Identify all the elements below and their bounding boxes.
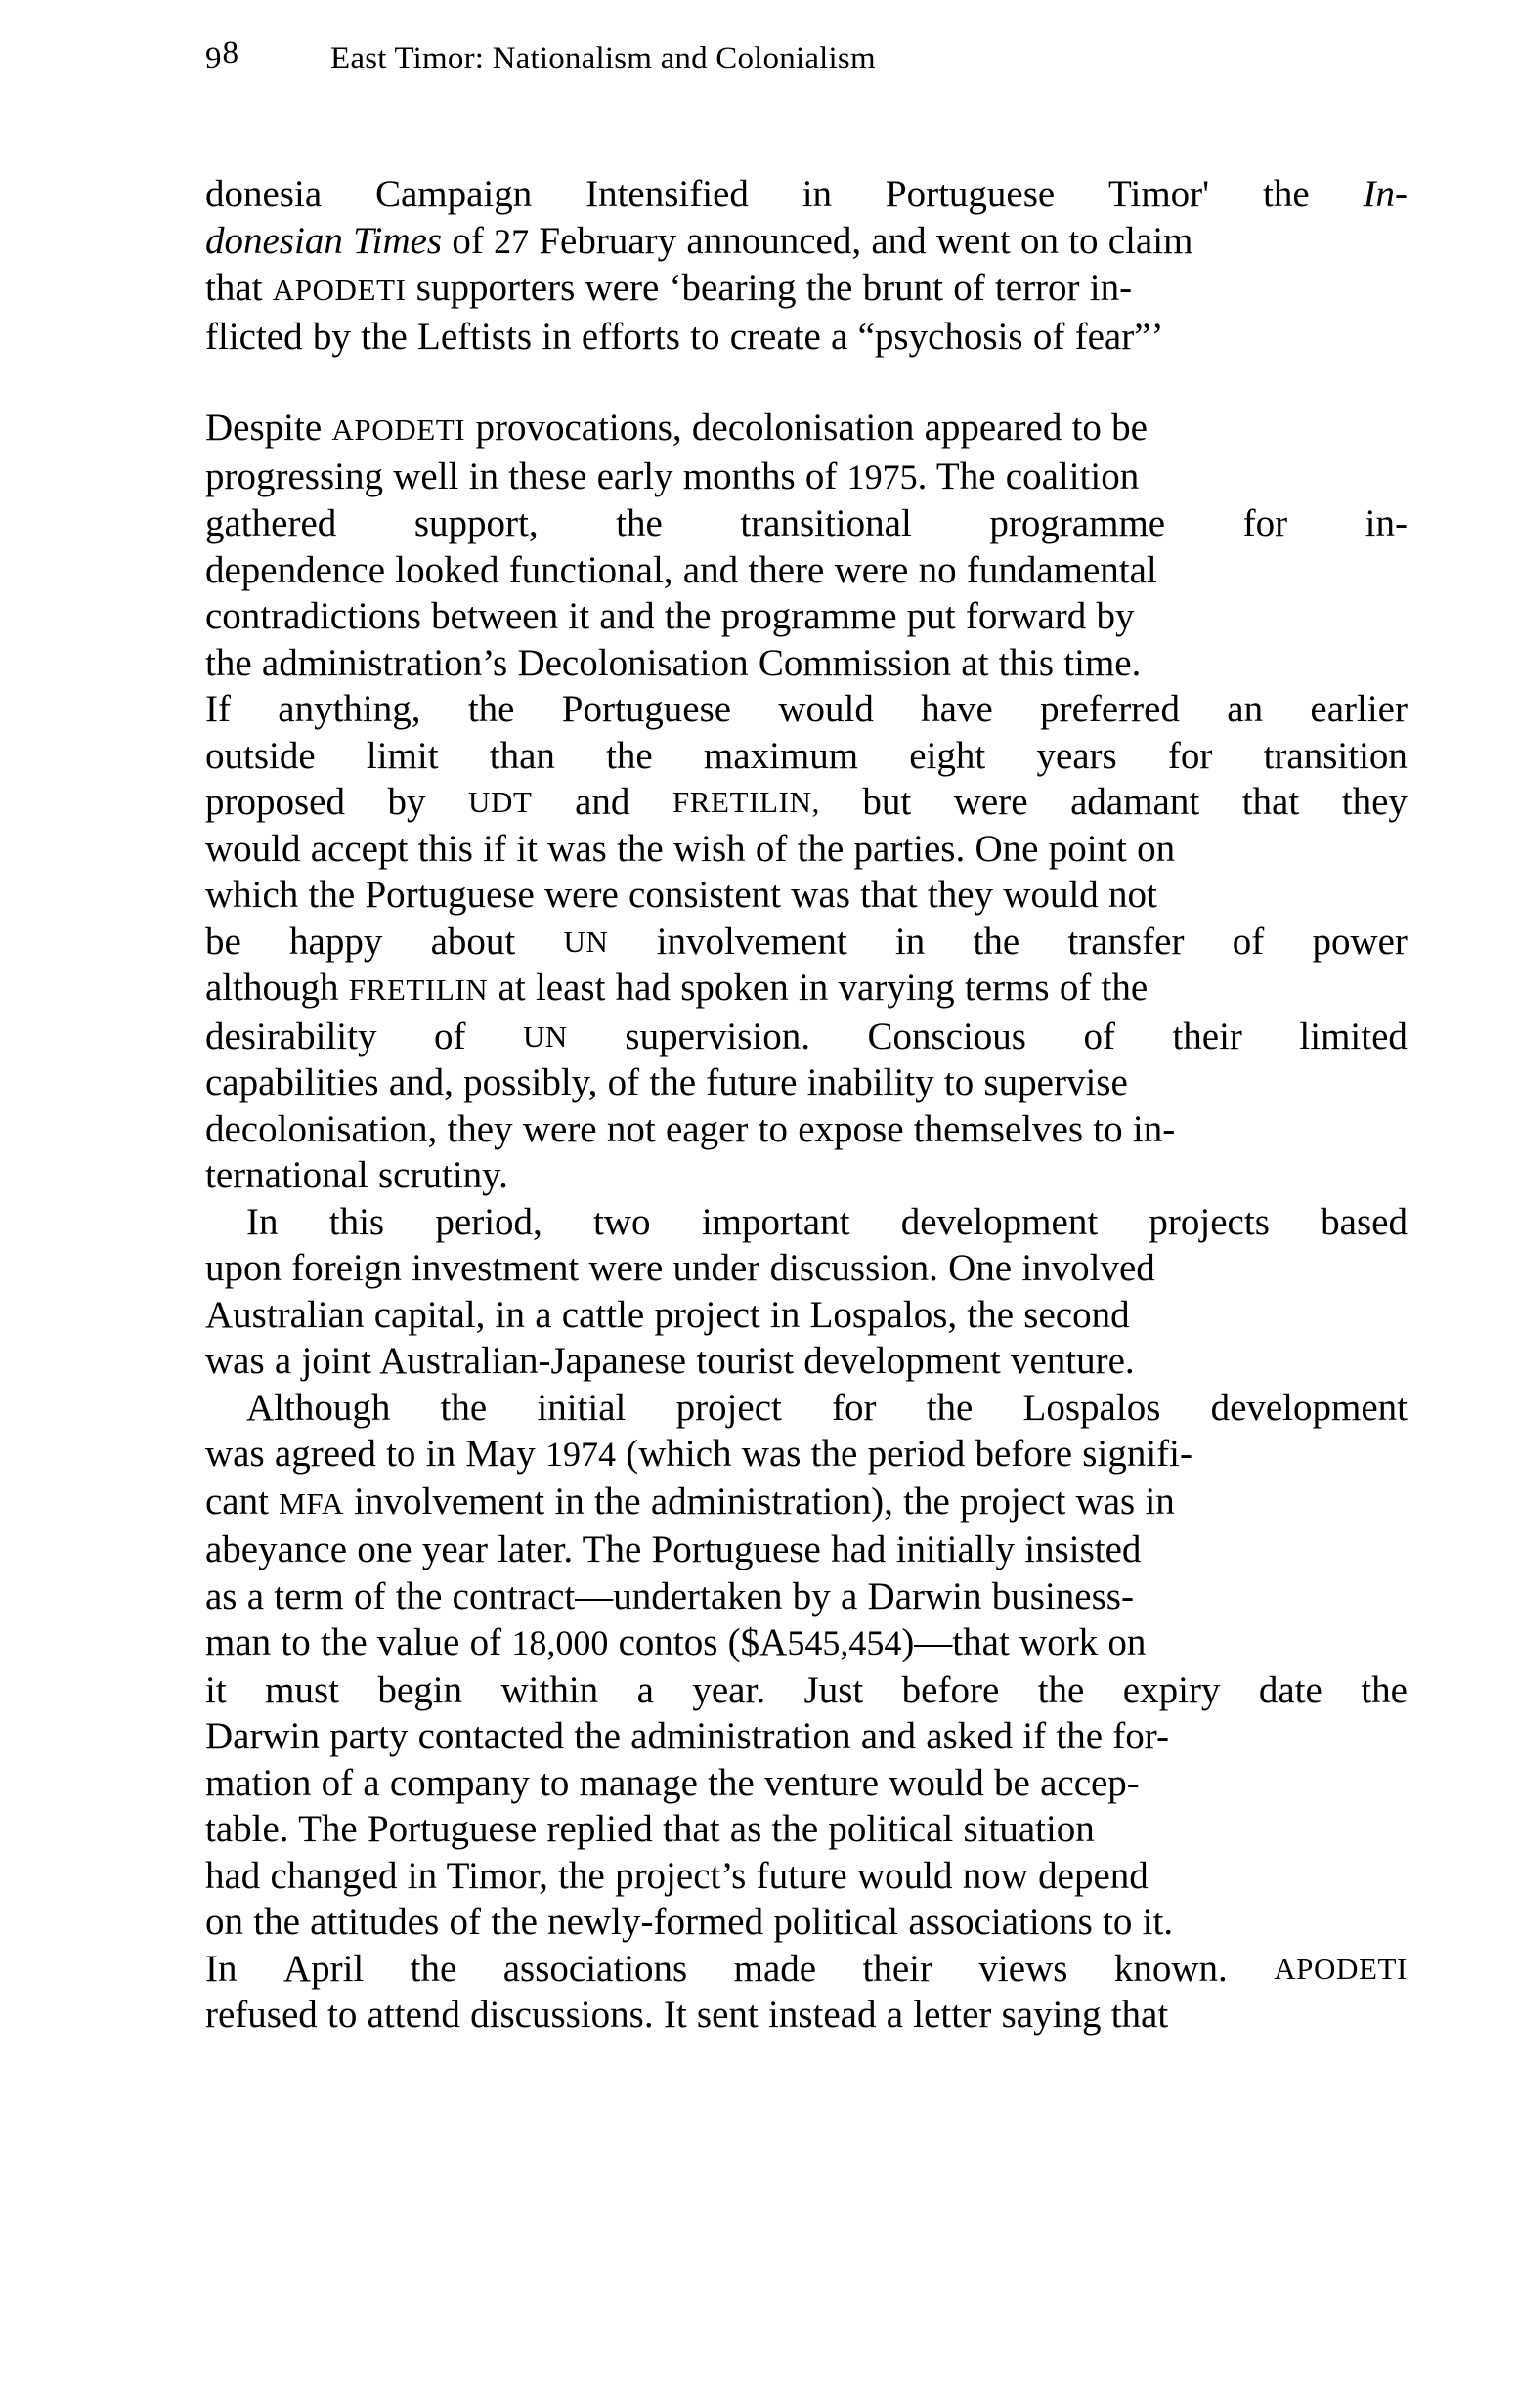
word: about: [430, 920, 516, 963]
word: eight: [909, 734, 986, 777]
word: made: [733, 1947, 817, 1990]
word: In: [246, 1200, 279, 1243]
running-head-title: East Timor: Nationalism and Colonialism: [330, 41, 876, 76]
word: Lospalos: [1022, 1386, 1161, 1429]
text-run: mation of a company to manage the venture would be accep-: [205, 1761, 1140, 1804]
word: transitional: [740, 502, 912, 544]
text-line: [205, 1479, 1408, 1527]
word: UDT: [468, 785, 533, 819]
word: initial: [537, 1386, 627, 1429]
word: Portuguese: [561, 688, 732, 730]
paragraph: [205, 171, 1408, 360]
word: proposed: [205, 781, 345, 823]
text-run: as a term of the contract—undertaken by a Darwin business-: [205, 1574, 1134, 1617]
page-number: 98: [205, 35, 239, 76]
text-line: [205, 1619, 1408, 1667]
word: would: [778, 688, 874, 730]
word: date: [1258, 1668, 1322, 1711]
word: UN: [563, 924, 609, 959]
word: an: [1227, 688, 1264, 730]
word: for: [832, 1386, 877, 1429]
word: before: [901, 1668, 1000, 1711]
text-line: [205, 640, 1408, 687]
word: based: [1321, 1200, 1408, 1243]
word: transfer: [1067, 920, 1185, 963]
text-run: (which was the period before signifi-: [615, 1433, 1192, 1475]
word: UN: [522, 1018, 568, 1054]
text-run: dependence looked functional, and there were no fundamental: [205, 548, 1157, 591]
text-line: [205, 1526, 1408, 1573]
word: power: [1312, 920, 1408, 963]
text-line: [205, 453, 1408, 501]
word: the: [1361, 1668, 1408, 1711]
word: year.: [692, 1668, 766, 1711]
word: have: [921, 688, 993, 730]
word: April: [282, 1947, 365, 1990]
text-run: APODETI: [272, 273, 407, 307]
word: the: [467, 688, 515, 730]
text-run: . The coalition: [917, 454, 1140, 497]
text-run: of: [442, 219, 495, 262]
word: that: [1241, 781, 1300, 823]
text-run: flicted by the Leftists in efforts to create a “psychosis of fear”’: [205, 315, 1164, 358]
word: they: [1341, 781, 1408, 823]
text-line: [205, 965, 1408, 1013]
text-run: man to the value of: [205, 1621, 512, 1663]
word: transition: [1263, 734, 1408, 777]
text-run: decolonisation, they were not eager to expose themselves to in-: [205, 1107, 1176, 1150]
text-line: [205, 547, 1408, 594]
word: the: [616, 502, 663, 544]
text-line: [205, 1946, 1408, 1993]
word: in: [802, 173, 833, 215]
text-line: [205, 1713, 1408, 1760]
text-run: progressing well in these early months of: [205, 454, 847, 497]
word: Timor': [1108, 173, 1210, 215]
word: limited: [1299, 1014, 1408, 1057]
paragraph: [205, 1199, 1408, 1385]
word: important: [701, 1200, 850, 1243]
word: If: [205, 688, 231, 730]
text-run: cant: [205, 1480, 280, 1523]
text-run: the administration’s Decolonisation Commission at this time.: [205, 641, 1142, 684]
text-run: 1974: [544, 1435, 616, 1474]
text-run: Australian capital, in a cattle project in Lospalos, the second: [205, 1293, 1130, 1336]
text-line: [205, 872, 1408, 919]
word: projects: [1149, 1200, 1270, 1243]
text-run: contos ($A: [608, 1621, 788, 1663]
text-line: [205, 1338, 1408, 1385]
text-line: [205, 919, 1408, 966]
word: their: [1172, 1014, 1242, 1057]
text-run: Darwin party contacted the administration and asked if the for-: [205, 1715, 1169, 1757]
text-run: although: [205, 967, 349, 1009]
word: donesia: [205, 173, 323, 215]
text-run: 1975: [846, 456, 918, 496]
text-line: [205, 500, 1408, 547]
word: it: [205, 1668, 227, 1711]
word: their: [862, 1947, 932, 1990]
text-run: FRETILIN: [348, 972, 489, 1007]
word: for: [1167, 734, 1213, 777]
text-line: [205, 1199, 1408, 1246]
word: period,: [435, 1200, 542, 1243]
text-run: provocations, decolonisation appeared to be: [465, 407, 1148, 449]
word: outside: [205, 734, 316, 777]
text-run: was agreed to in May: [205, 1433, 545, 1475]
word: the: [440, 1386, 488, 1429]
word: the: [1263, 173, 1310, 215]
text-line: [205, 405, 1408, 453]
word: in: [894, 920, 926, 963]
text-run: 18,000: [511, 1623, 609, 1662]
running-head: [205, 35, 1408, 77]
text-line: [205, 1385, 1408, 1432]
text-line: [205, 1245, 1408, 1292]
word: associations: [502, 1947, 688, 1990]
text-run: APODETI: [331, 412, 466, 447]
text-line: [205, 1292, 1408, 1339]
text-line: [205, 1853, 1408, 1900]
text-line: [205, 1059, 1408, 1106]
word: Campaign: [374, 173, 533, 215]
word: support,: [413, 502, 539, 544]
word: the: [606, 734, 653, 777]
text-line: [205, 733, 1408, 780]
text-run: which the Portuguese were consistent was that they would not: [205, 874, 1157, 916]
text-run: on the attitudes of the newly-formed political associations to it.: [205, 1901, 1174, 1943]
word: preferred: [1040, 688, 1180, 730]
text-line: [205, 1431, 1408, 1479]
text-run: at least had spoken in varying terms of the: [488, 967, 1149, 1009]
word: development: [900, 1200, 1099, 1243]
word: desirability: [205, 1014, 377, 1057]
word: Although: [246, 1386, 391, 1429]
word: the: [410, 1947, 457, 1990]
text-line: [205, 593, 1408, 640]
word: and: [575, 781, 630, 823]
word: FRETILIN,: [672, 785, 820, 819]
word: known.: [1113, 1947, 1228, 1990]
word: years: [1036, 734, 1117, 777]
text-line: [205, 1152, 1408, 1199]
text-run: donesian Times: [205, 219, 443, 262]
text-run: had changed in Timor, the project’s future would now depend: [205, 1854, 1149, 1897]
text-line: [205, 1899, 1408, 1946]
word: anything,: [278, 688, 421, 730]
text-run: table. The Portuguese replied that as the political situation: [205, 1808, 1095, 1850]
word: of: [1083, 1014, 1115, 1057]
text-line: [205, 171, 1408, 218]
text-run: supporters were ‘bearing the brunt of terror in-: [406, 267, 1133, 309]
word: Intensified: [585, 173, 749, 215]
word: in-: [1365, 502, 1408, 544]
text-run: that: [205, 267, 273, 309]
word: were: [953, 781, 1028, 823]
text-line: [205, 826, 1408, 873]
word: involvement: [656, 920, 847, 963]
text-run: upon foreign investment were under discussion. One involved: [205, 1247, 1155, 1289]
word: gathered: [205, 502, 337, 544]
text-line: [205, 686, 1408, 733]
text-run: February announced, and went on to claim: [529, 219, 1193, 262]
word: Just: [803, 1668, 864, 1711]
word: earlier: [1310, 688, 1408, 730]
word: must: [265, 1668, 339, 1711]
text-run: capabilities and, possibly, of the future inability to supervise: [205, 1061, 1128, 1103]
word: maximum: [703, 734, 859, 777]
text-line: [205, 218, 1408, 266]
paragraph: [205, 405, 1408, 1199]
word: a: [636, 1668, 654, 1711]
word: of: [1232, 920, 1265, 963]
word: adamant: [1070, 781, 1200, 823]
word: supervision.: [625, 1014, 810, 1057]
text-run: 27: [494, 221, 530, 261]
text-run: involvement in the administration), the project was in: [343, 1480, 1175, 1523]
page-text-block: [205, 35, 1408, 2039]
text-line: [205, 1806, 1408, 1853]
word: APODETI: [1274, 1951, 1408, 1986]
text-run: 545,454: [787, 1623, 902, 1662]
paragraph: [205, 1385, 1408, 2039]
text-line: [205, 1667, 1408, 1714]
word: the: [1037, 1668, 1085, 1711]
text-run: would accept this if it was the wish of the parties. One point on: [205, 827, 1176, 870]
text-run: refused to attend discussions. It sent instead a letter saying that: [205, 1994, 1169, 2036]
page-body-text: [205, 171, 1408, 2039]
text-line: [205, 1013, 1408, 1060]
word: views: [978, 1947, 1068, 1990]
text-run: )—that work on: [901, 1621, 1147, 1663]
word: but: [862, 781, 912, 823]
text-run: was a joint Australian-Japanese tourist development venture.: [205, 1340, 1135, 1382]
text-line: [205, 779, 1408, 826]
text-line: [205, 314, 1408, 361]
word: the: [973, 920, 1020, 963]
word: within: [500, 1668, 599, 1711]
word: happy: [289, 920, 383, 963]
word: In-: [1363, 173, 1408, 215]
word: than: [489, 734, 555, 777]
text-run: MFA: [279, 1485, 344, 1521]
text-line: [205, 1573, 1408, 1620]
text-run: abeyance one year later. The Portuguese had initially insisted: [205, 1528, 1142, 1570]
text-line: [205, 1106, 1408, 1153]
text-run: Despite: [205, 407, 332, 449]
word: limit: [366, 734, 439, 777]
text-run: ternational scrutiny.: [205, 1154, 508, 1196]
word: of: [433, 1014, 466, 1057]
word: the: [926, 1386, 974, 1429]
word: by: [387, 781, 426, 823]
word: project: [675, 1386, 782, 1429]
text-line: [205, 1760, 1408, 1807]
word: In: [205, 1947, 238, 1990]
word: this: [328, 1200, 385, 1243]
word: for: [1242, 502, 1288, 544]
word: two: [593, 1200, 651, 1243]
text-run: contradictions between it and the programme put forward by: [205, 595, 1135, 637]
word: development: [1210, 1386, 1408, 1429]
word: Portuguese: [885, 173, 1056, 215]
text-line: [205, 1992, 1408, 2039]
word: Conscious: [867, 1014, 1026, 1057]
word: begin: [377, 1668, 463, 1711]
word: expiry: [1122, 1668, 1221, 1711]
word: be: [205, 920, 241, 963]
word: programme: [989, 502, 1166, 544]
text-line: [205, 265, 1408, 314]
